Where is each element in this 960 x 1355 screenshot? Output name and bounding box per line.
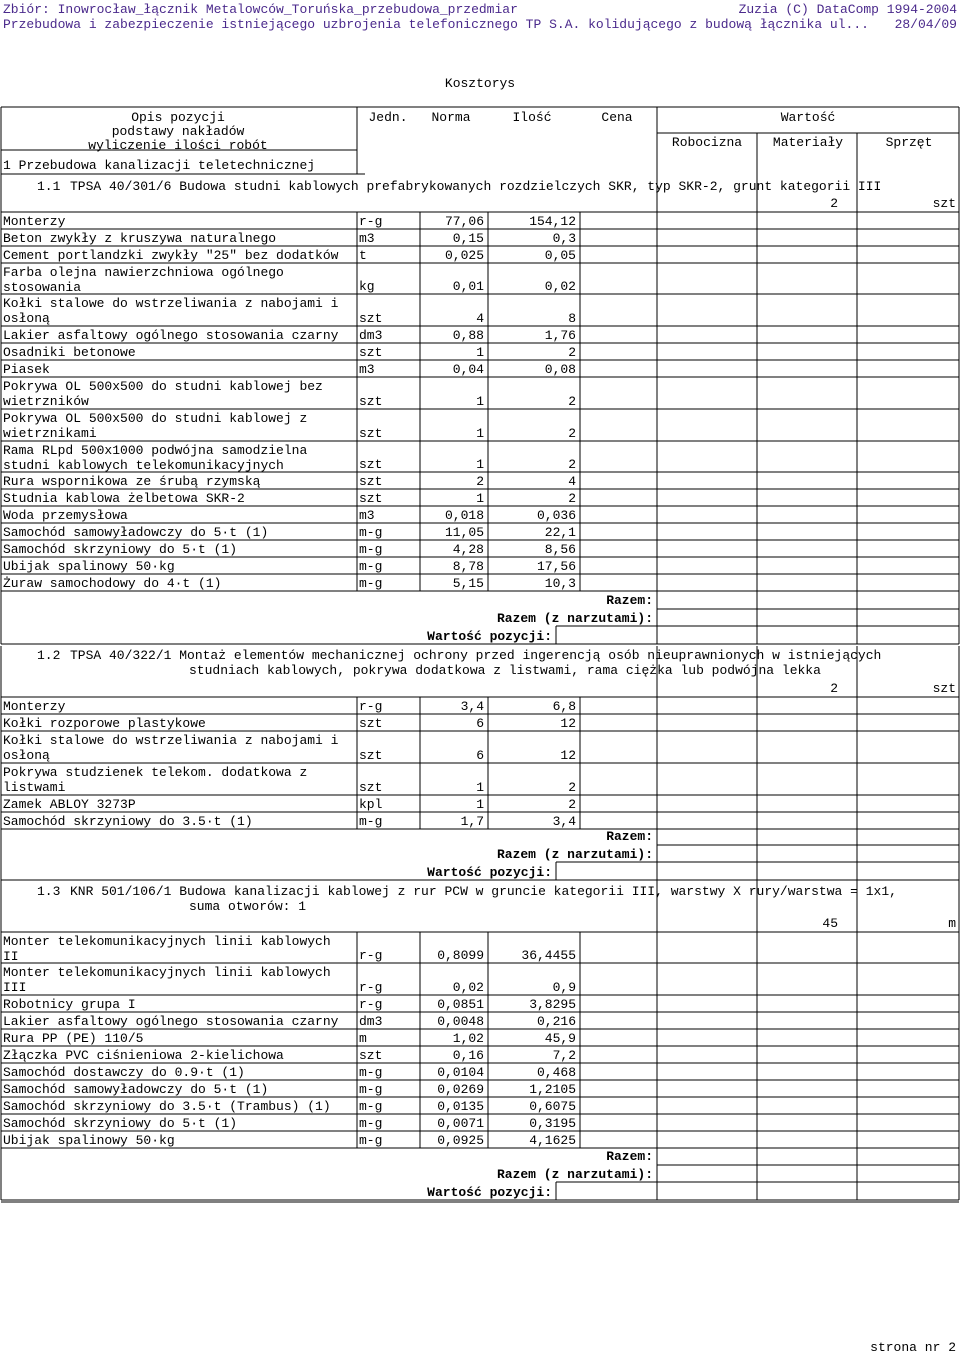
resource-ilosc: 2	[568, 457, 576, 472]
position-unit: szt	[932, 196, 956, 211]
page-label: strona nr	[870, 1340, 941, 1355]
position-title: TPSA 40/322/1 Montaż elementów mechanicznej ochrony przed ingerencją osób nieuprawnionych w istniejących	[70, 648, 882, 663]
resource-norma: 3,4	[460, 699, 484, 714]
jedn-column-header: Jedn.	[368, 110, 408, 125]
resource-name: Samochód samowyładowczy do 5·t (1)	[3, 1082, 269, 1097]
resource-unit: r-g	[359, 997, 383, 1012]
resource-ilosc: 2	[568, 426, 576, 441]
resource-name: Pokrywa studzienek telekom. dodatkowa z	[3, 765, 308, 780]
position-quantity: 2	[830, 681, 838, 696]
position-number: 1.2	[37, 648, 61, 663]
resource-name: Cement portlandzki zwykły "25" bez dodatków	[3, 248, 339, 263]
resource-norma: 0,04	[452, 362, 484, 377]
resource-name: Robotnicy grupa I	[3, 997, 136, 1012]
resource-norma: 0,01	[452, 279, 484, 294]
resource-ilosc: 12	[560, 748, 576, 763]
resource-norma: 4,28	[452, 542, 484, 557]
resource-ilosc: 22,1	[544, 525, 576, 540]
resource-name: Kołki stalowe do wstrzeliwania z nabojami i	[3, 733, 339, 748]
resource-unit: m-g	[359, 525, 383, 540]
opis-column-header: wyliczenie ilości robót	[88, 138, 268, 153]
resource-name: Monterzy	[3, 699, 66, 714]
resource-unit: szt	[359, 748, 383, 763]
page-title: Kosztorys	[444, 76, 516, 91]
resource-norma: 8,78	[452, 559, 484, 574]
resource-ilosc: 4	[568, 474, 576, 489]
resource-name: Pokrywa OL 500x500 do studni kablowej z	[3, 411, 308, 426]
resource-norma: 5,15	[452, 576, 484, 591]
resource-name: osłoną	[3, 748, 50, 763]
resource-unit: m	[359, 1031, 367, 1046]
resource-name: listwami	[3, 780, 66, 795]
robocizna-column-header: Robocizna	[671, 135, 743, 150]
resource-norma: 0,0135	[437, 1099, 484, 1114]
resource-unit: m-g	[359, 814, 383, 829]
resource-unit: m-g	[359, 542, 383, 557]
position-title: KNR 501/106/1 Budowa kanalizacji kablowej z rur PCW w gruncie kategorii III, warstwy X rury/warstwa = 1x1,	[70, 884, 897, 899]
resource-norma: 77,06	[444, 214, 484, 229]
resource-ilosc: 6,8	[552, 699, 576, 714]
resource-ilosc: 8	[568, 311, 576, 326]
resource-norma: 0,0104	[437, 1065, 484, 1080]
resource-ilosc: 2	[568, 491, 576, 506]
resource-unit: szt	[359, 1048, 383, 1063]
resource-ilosc: 0,05	[544, 248, 576, 263]
resource-name: stosowania	[3, 280, 82, 295]
resource-name: wietrzników	[3, 394, 89, 409]
resource-unit: szt	[359, 457, 383, 472]
resource-name: Woda przemysłowa	[3, 508, 128, 523]
resource-norma: 4	[476, 311, 484, 326]
resource-name: Studnia kablowa żelbetowa SKR-2	[3, 491, 245, 506]
resource-norma: 1	[476, 457, 484, 472]
resource-unit: m-g	[359, 1099, 383, 1114]
collection-name: Zbiór: Inowrocław_łącznik Metalowców_Toruńska_przebudowa_przedmiar	[3, 2, 518, 17]
resource-name: Rura wspornikowa ze śrubą rzymską	[3, 474, 261, 489]
resource-norma: 6	[476, 748, 484, 763]
resource-unit: r-g	[359, 980, 383, 995]
position-unit: m	[948, 916, 956, 931]
resource-unit: t	[359, 248, 367, 263]
resource-name: Rama RLpd 500x1000 podwójna samodzielna	[3, 443, 308, 458]
resource-name: Lakier asfaltowy ogólnego stosowania czarny	[3, 1014, 339, 1029]
position-unit: szt	[932, 681, 956, 696]
resource-norma: 0,0269	[437, 1082, 484, 1097]
resource-norma: 0,018	[444, 508, 484, 523]
page-number-value: 2	[948, 1340, 956, 1355]
resource-name: Samochód skrzyniowy do 5·t (1)	[3, 1116, 238, 1131]
resource-ilosc: 0,08	[544, 362, 576, 377]
resource-ilosc: 0,216	[536, 1014, 576, 1029]
resource-unit: szt	[359, 780, 383, 795]
resource-name: Rura PP (PE) 110/5	[3, 1031, 144, 1046]
resource-norma: 0,0925	[437, 1133, 484, 1148]
resource-ilosc: 12	[560, 716, 576, 731]
resource-name: Samochód skrzyniowy do 3.5·t (1)	[3, 814, 253, 829]
resource-ilosc: 2	[568, 394, 576, 409]
resource-ilosc: 36,4455	[521, 948, 576, 963]
resource-unit: szt	[359, 311, 383, 326]
resource-ilosc: 17,56	[536, 559, 576, 574]
resource-name: Monter telekomunikacyjnych linii kablowych	[3, 965, 331, 980]
razem-label: Razem:	[606, 1149, 653, 1164]
resource-unit: r-g	[359, 214, 383, 229]
resource-ilosc: 1,2105	[529, 1082, 576, 1097]
resource-norma: 0,16	[452, 1048, 484, 1063]
opis-column-header: Opis pozycji	[131, 110, 225, 125]
resource-unit: m3	[359, 231, 375, 246]
resource-norma: 11,05	[444, 525, 484, 540]
position-quantity: 2	[830, 196, 838, 211]
resource-unit: m-g	[359, 576, 383, 591]
resource-name: Kołki rozporowe plastykowe	[3, 716, 206, 731]
resource-name: Pokrywa OL 500x500 do studni kablowej bez	[3, 379, 323, 394]
resource-unit: szt	[359, 716, 383, 731]
position-title: studniach kablowych, pokrywa dodatkowa z listwami, rama ciężka lub podwójna lekka	[189, 663, 821, 678]
resource-name: II	[3, 949, 19, 964]
resource-ilosc: 10,3	[544, 576, 576, 591]
position-title: TPSA 40/301/6 Budowa studni kablowych prefabrykowanych rozdzielczych SKR, typ SKR-2, grunt kategorii III	[70, 179, 882, 194]
razem-narzut-label: Razem (z narzutami):	[496, 611, 653, 626]
position-quantity: 45	[822, 916, 838, 931]
resource-norma: 1,02	[452, 1031, 484, 1046]
position-title: suma otworów: 1	[189, 899, 307, 914]
resource-norma: 1	[476, 491, 484, 506]
resource-unit: szt	[359, 474, 383, 489]
resource-ilosc: 3,4	[552, 814, 576, 829]
resource-norma: 0,0851	[437, 997, 484, 1012]
resource-ilosc: 1,76	[544, 328, 576, 343]
cena-column-header: Cena	[601, 110, 633, 125]
resource-norma: 1	[476, 780, 484, 795]
resource-name: Ubijak spalinowy 50·kg	[3, 559, 175, 574]
resource-norma: 1	[476, 394, 484, 409]
ilosc-column-header: Ilość	[512, 110, 552, 125]
page-number	[870, 1340, 956, 1355]
resource-unit: m3	[359, 508, 375, 523]
resource-name: Farba olejna nawierzchniowa ogólnego	[3, 265, 284, 280]
resource-name: Piasek	[3, 362, 50, 377]
razem-label: Razem:	[606, 593, 653, 608]
position-number: 1.3	[37, 884, 61, 899]
resource-unit: szt	[359, 345, 383, 360]
resource-name: Żuraw samochodowy do 4·t (1)	[3, 576, 222, 591]
resource-name: Lakier asfaltowy ogólnego stosowania czarny	[3, 328, 339, 343]
resource-ilosc: 0,9	[552, 980, 576, 995]
resource-ilosc: 2	[568, 780, 576, 795]
resource-norma: 6	[476, 716, 484, 731]
resource-name: Monter telekomunikacyjnych linii kablowych	[3, 934, 331, 949]
resource-norma: 0,02	[452, 980, 484, 995]
sprzet-column-header: Sprzęt	[885, 135, 933, 150]
resource-name: studni kablowych telekomunikacyjnych	[3, 458, 284, 473]
wartosc-pozycji-label: Wartość pozycji:	[427, 629, 552, 644]
resource-name: Monterzy	[3, 214, 66, 229]
resource-name: Samochód skrzyniowy do 5·t (1)	[3, 542, 238, 557]
resource-unit: szt	[359, 491, 383, 506]
resource-unit: r-g	[359, 948, 383, 963]
resource-norma: 1	[476, 797, 484, 812]
resource-norma: 2	[476, 474, 484, 489]
resource-name: Beton zwykły z kruszywa naturalnego	[3, 231, 277, 246]
resource-name: Osadniki betonowe	[3, 345, 136, 360]
resource-name: Samochód skrzyniowy do 3.5·t (Trambus) (1)	[3, 1099, 331, 1114]
resource-unit: r-g	[359, 699, 383, 714]
resource-ilosc: 8,56	[544, 542, 576, 557]
resource-norma: 1	[476, 345, 484, 360]
software-credit: Zuzia (C) DataComp 1994-2004	[738, 2, 957, 17]
razem-label: Razem:	[606, 829, 653, 844]
resource-norma: 0,88	[452, 328, 484, 343]
resource-norma: 0,0071	[437, 1116, 484, 1131]
razem-narzut-label: Razem (z narzutami):	[496, 847, 653, 862]
resource-ilosc: 0,468	[536, 1065, 576, 1080]
resource-ilosc: 2	[568, 345, 576, 360]
resource-name: Samochód samowyładowczy do 5·t (1)	[3, 525, 269, 540]
razem-narzut-label: Razem (z narzutami):	[496, 1167, 653, 1182]
resource-name: III	[3, 980, 27, 995]
resource-ilosc: 45,9	[544, 1031, 576, 1046]
document-date: 28/04/09	[894, 17, 957, 32]
resource-unit: szt	[359, 426, 383, 441]
wartosc-pozycji-label: Wartość pozycji:	[427, 1185, 552, 1200]
resource-norma: 0,15	[452, 231, 484, 246]
resource-norma: 0,8099	[437, 948, 484, 963]
resource-ilosc: 4,1625	[529, 1133, 576, 1148]
resource-unit: m-g	[359, 559, 383, 574]
resource-unit: kg	[359, 279, 375, 294]
wartosc-pozycji-label: Wartość pozycji:	[427, 865, 552, 880]
resource-name: Kołki stalowe do wstrzeliwania z nabojami i	[3, 296, 339, 311]
resource-ilosc: 154,12	[529, 214, 576, 229]
resource-unit: m3	[359, 362, 375, 377]
project-name: Przebudowa i zabezpieczenie istniejącego uzbrojenia telefonicznego TP S.A. kolidującego z budową łącznika ul...	[3, 17, 869, 32]
resource-name: Złączka PVC ciśnieniowa 2-kielichowa	[3, 1048, 284, 1063]
resource-unit: m-g	[359, 1082, 383, 1097]
resource-norma: 1,7	[460, 814, 484, 829]
resource-norma: 0,025	[444, 248, 484, 263]
resource-name: Ubijak spalinowy 50·kg	[3, 1133, 175, 1148]
resource-ilosc: 0,3	[552, 231, 576, 246]
section-title: 1 Przebudowa kanalizacji teletechnicznej	[3, 158, 316, 173]
resource-unit: kpl	[359, 797, 383, 812]
resource-norma: 1	[476, 426, 484, 441]
resource-unit: m-g	[359, 1116, 383, 1131]
resource-ilosc: 0,02	[544, 279, 576, 294]
resource-unit: szt	[359, 394, 383, 409]
resource-name: osłoną	[3, 311, 50, 326]
resource-name: wietrznikami	[3, 426, 97, 441]
resource-ilosc: 3,8295	[529, 997, 576, 1012]
resource-ilosc: 0,036	[536, 508, 576, 523]
opis-column-header: podstawy nakładów	[111, 124, 245, 139]
resource-name: Samochód dostawczy do 0.9·t (1)	[3, 1065, 245, 1080]
wartosc-column-header: Wartość	[780, 110, 836, 125]
resource-ilosc: 0,3195	[529, 1116, 576, 1131]
resource-unit: m-g	[359, 1133, 383, 1148]
resource-ilosc: 7,2	[552, 1048, 576, 1063]
resource-unit: dm3	[359, 328, 383, 343]
resource-ilosc: 0,6075	[529, 1099, 576, 1114]
resource-unit: dm3	[359, 1014, 383, 1029]
position-number: 1.1	[37, 179, 61, 194]
resource-unit: m-g	[359, 1065, 383, 1080]
norma-column-header: Norma	[431, 110, 471, 125]
materialy-column-header: Materiały	[772, 135, 844, 150]
resource-ilosc: 2	[568, 797, 576, 812]
resource-name: Zamek ABLOY 3273P	[3, 797, 136, 812]
resource-norma: 0,0048	[437, 1014, 484, 1029]
